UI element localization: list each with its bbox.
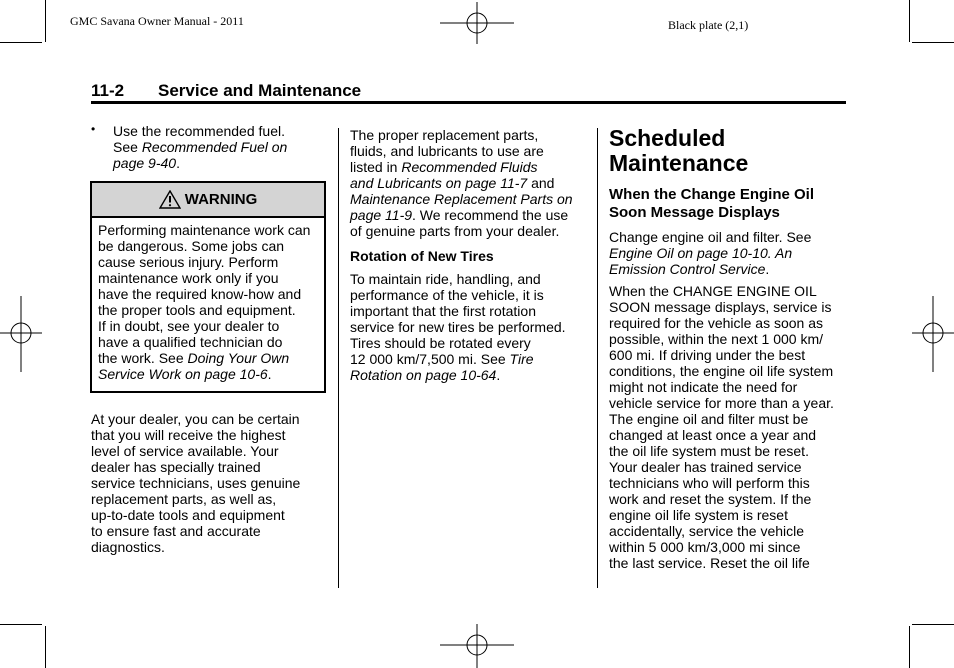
registration-mark-right-icon bbox=[912, 296, 954, 372]
paragraph-line: Change engine oil and filter. See bbox=[609, 229, 812, 245]
running-header-title: GMC Savana Owner Manual - 2011 bbox=[70, 14, 244, 28]
warning-line: have the required know-how and bbox=[98, 286, 302, 302]
paragraph-line: within 5 000 km/3,000 mi since bbox=[609, 539, 801, 555]
warning-line: Service Work on page 10-6. bbox=[98, 366, 272, 382]
cross-reference: and Lubricants on page 11-7 bbox=[350, 175, 528, 191]
warning-box bbox=[90, 181, 326, 393]
paragraph-line: required for the vehicle as soon as bbox=[609, 315, 824, 331]
running-header-plate: Black plate (2,1) bbox=[668, 18, 749, 32]
section-number: 11-2 bbox=[91, 81, 125, 100]
paragraph-line: dealer has specially trained bbox=[91, 459, 261, 475]
cross-reference: Recommended Fluids bbox=[401, 159, 538, 175]
cross-reference: Service Work on page 10-6 bbox=[98, 366, 268, 382]
paragraph-line bbox=[350, 191, 590, 207]
dealer-paragraph bbox=[91, 411, 331, 555]
paragraph-line: and Lubricants on page 11-7 and bbox=[350, 175, 555, 191]
oil-paragraph-1 bbox=[609, 229, 849, 277]
cross-reference: Tire bbox=[509, 351, 534, 367]
page-title: Scheduled Maintenance bbox=[609, 125, 749, 176]
paragraph-line: 600 mi. If driving under the best bbox=[609, 347, 806, 363]
paragraph-line: level of service available. Your bbox=[91, 443, 279, 459]
bullet-line: Use the recommended fuel. bbox=[113, 123, 285, 139]
paragraph-line: page 11-9. We recommend the use bbox=[350, 207, 569, 223]
registration-mark-bottom-icon bbox=[440, 624, 514, 668]
registration-mark-top-icon bbox=[440, 2, 514, 44]
paragraph-line: important that the first rotation bbox=[350, 303, 536, 319]
warning-line: have a qualified technician do bbox=[98, 334, 283, 350]
warning-label: WARNING bbox=[184, 191, 258, 208]
column-divider bbox=[338, 128, 339, 588]
column-3 bbox=[609, 126, 849, 571]
warning-line: Performing maintenance work can bbox=[98, 222, 311, 238]
warning-line: be dangerous. Some jobs can bbox=[98, 238, 285, 254]
paragraph-line: replacement parts, as well as, bbox=[91, 491, 277, 507]
section-heading bbox=[91, 81, 846, 104]
paragraph-line: changed at least once a year and bbox=[609, 427, 817, 443]
bullet-symbol: • bbox=[91, 122, 96, 136]
paragraph-line: possible, within the next 1 000 km/ bbox=[609, 331, 824, 347]
paragraph-line: of genuine parts from your dealer. bbox=[350, 223, 560, 239]
paragraph-line: to ensure fast and accurate bbox=[91, 523, 261, 539]
cross-reference: Rotation on page 10-64 bbox=[350, 367, 497, 383]
paragraph-line: fluids, and lubricants to use are bbox=[350, 143, 544, 159]
paragraph-line: To maintain ride, handling, and bbox=[350, 271, 541, 287]
paragraph-line: accidentally, service the vehicle bbox=[609, 523, 805, 539]
paragraph-line: that you will receive the highest bbox=[91, 427, 286, 443]
paragraph-line: work and reset the system. If the bbox=[609, 491, 812, 507]
paragraph-line: Rotation on page 10-64. bbox=[350, 367, 501, 383]
warning-line: cause serious injury. Perform bbox=[98, 254, 279, 270]
paragraph-line: When the CHANGE ENGINE OIL bbox=[609, 283, 817, 299]
paragraph-line: SOON message displays, service is bbox=[609, 299, 832, 315]
cross-reference: Doing Your Own bbox=[187, 350, 290, 366]
subsection-heading: Rotation of New Tires bbox=[350, 248, 494, 264]
paragraph-line: technicians who will perform this bbox=[609, 475, 810, 491]
column-1-bullet bbox=[91, 123, 331, 171]
warning-line: the proper tools and equipment. bbox=[98, 302, 296, 318]
paragraph-line: Engine Oil on page 10-10. An bbox=[609, 245, 793, 261]
warning-header bbox=[92, 183, 324, 218]
paragraph-line: 12 000 km/7,500 mi. See Tire bbox=[350, 351, 534, 367]
paragraph-line: engine oil life system is reset bbox=[609, 507, 788, 523]
warning-line: maintenance work only if you bbox=[98, 270, 279, 286]
paragraph-line: Tires should be rotated every bbox=[350, 335, 531, 351]
tires-paragraph bbox=[350, 271, 590, 383]
cross-reference: Maintenance Replacement Parts on bbox=[350, 191, 573, 207]
oil-paragraph-2 bbox=[609, 283, 849, 571]
warning-text bbox=[92, 218, 324, 382]
paragraph-line: Your dealer has trained service bbox=[609, 459, 802, 475]
paragraph-line: the last service. Reset the oil life bbox=[609, 555, 810, 571]
column-2 bbox=[350, 127, 590, 383]
paragraph-line: Emission Control Service. bbox=[609, 261, 770, 277]
bullet-line: page 9-40. bbox=[113, 155, 180, 171]
cross-reference: Engine Oil on page 10-10 bbox=[609, 245, 768, 261]
cross-reference: Recommended Fuel on bbox=[141, 139, 288, 155]
paragraph-line: up-to-date tools and equipment bbox=[91, 507, 285, 523]
cross-reference: Emission Control Service bbox=[609, 261, 766, 277]
paragraph-line: might not indicate the need for bbox=[609, 379, 798, 395]
cross-reference: page 11-9 bbox=[350, 207, 413, 223]
bullet-line: See Recommended Fuel on bbox=[113, 139, 288, 155]
registration-mark-left-icon bbox=[0, 296, 42, 372]
paragraph-line: At your dealer, you can be certain bbox=[91, 411, 300, 427]
warning-line: the work. See Doing Your Own bbox=[98, 350, 290, 366]
subsection-heading: When the Change Engine Oil Soon Message Displays bbox=[609, 186, 815, 221]
paragraph-line: service for new tires be performed. bbox=[350, 319, 566, 335]
paragraph-line: vehicle service for more than a year. bbox=[609, 395, 834, 411]
paragraph-line: the oil life system must be reset. bbox=[609, 443, 809, 459]
warning-line: If in doubt, see your dealer to bbox=[98, 318, 280, 334]
paragraph-line: listed in Recommended Fluids bbox=[350, 159, 538, 175]
warning-triangle-icon bbox=[159, 190, 181, 209]
column-divider bbox=[597, 128, 598, 588]
paragraph-line: diagnostics. bbox=[91, 539, 165, 555]
paragraph-line: The engine oil and filter must be bbox=[609, 411, 809, 427]
paragraph-line: service technicians, uses genuine bbox=[91, 475, 301, 491]
section-title: Service and Maintenance bbox=[158, 81, 362, 100]
paragraph-line: performance of the vehicle, it is bbox=[350, 287, 544, 303]
paragraph-line: The proper replacement parts, bbox=[350, 127, 539, 143]
bullet-item bbox=[91, 123, 331, 171]
cross-reference: page 9-40 bbox=[113, 155, 177, 171]
paragraph-line: conditions, the engine oil life system bbox=[609, 363, 834, 379]
